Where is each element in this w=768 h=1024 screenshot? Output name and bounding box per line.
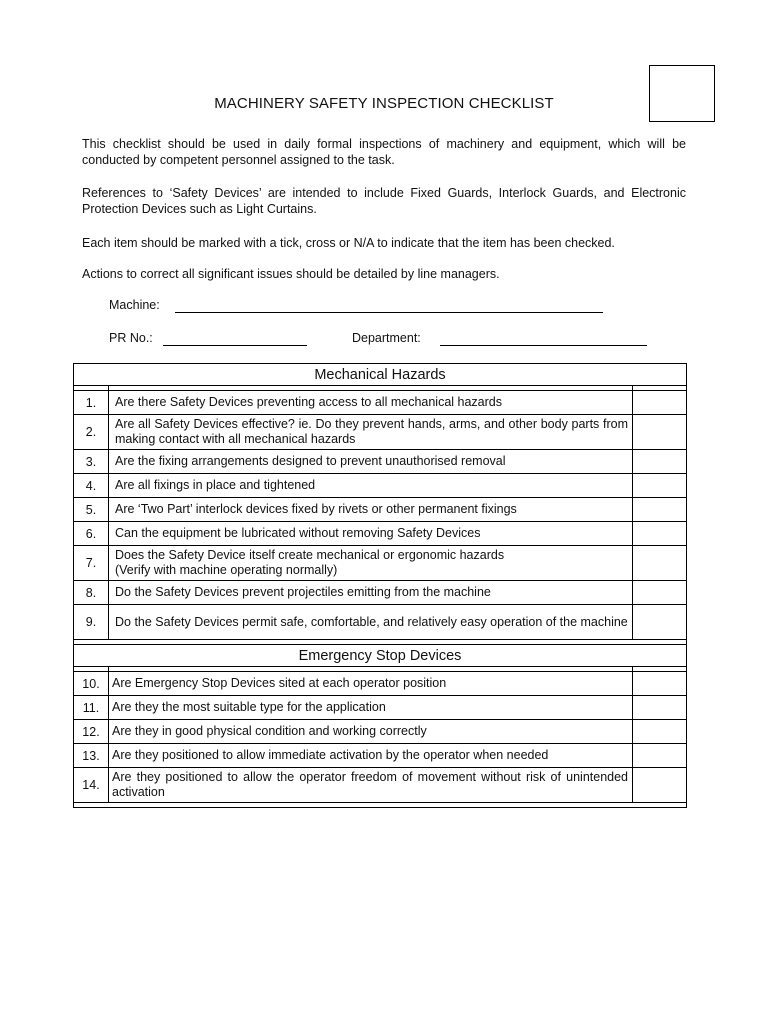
item-number: 1. <box>74 391 109 415</box>
item-question: Are they in good physical condition and working correctly <box>109 720 633 744</box>
item-question: Are all fixings in place and tightened <box>109 474 633 498</box>
table-row <box>74 415 687 450</box>
item-question: Are all Safety Devices effective? ie. Do they prevent hands, arms, and other body parts from making contact with all mechanical hazards <box>109 415 633 450</box>
section-title-emergency-stop-devices: Emergency Stop Devices <box>74 645 687 667</box>
check-cell[interactable] <box>633 498 687 522</box>
check-cell[interactable] <box>633 450 687 474</box>
item-number: 7. <box>74 546 109 581</box>
check-cell[interactable] <box>633 744 687 768</box>
section-header <box>74 645 687 667</box>
check-cell[interactable] <box>633 605 687 640</box>
section-header <box>74 364 687 386</box>
stamp-box <box>649 65 715 122</box>
pr-no-field[interactable] <box>163 345 307 346</box>
item-number: 11. <box>74 696 109 720</box>
table-row <box>74 605 687 640</box>
department-field[interactable] <box>440 345 647 346</box>
check-cell[interactable] <box>633 474 687 498</box>
check-cell[interactable] <box>633 696 687 720</box>
check-cell[interactable] <box>633 581 687 605</box>
item-number: 3. <box>74 450 109 474</box>
table-row <box>74 581 687 605</box>
item-question <box>109 546 633 581</box>
table-row <box>74 720 687 744</box>
item-question: Are the fixing arrangements designed to prevent unauthorised removal <box>109 450 633 474</box>
item-question: Are they the most suitable type for the application <box>109 696 633 720</box>
check-cell[interactable] <box>633 415 687 450</box>
item-number: 12. <box>74 720 109 744</box>
machine-label: Machine: <box>109 298 160 312</box>
table-row <box>74 672 687 696</box>
table-end-spacer <box>74 803 687 808</box>
checklist-table <box>73 363 687 808</box>
spacer-cell <box>74 803 687 808</box>
intro-paragraph-4: Actions to correct all significant issues should be detailed by line managers. <box>82 267 500 281</box>
item-question-line-2: (Verify with machine operating normally) <box>115 563 338 577</box>
table-row <box>74 546 687 581</box>
table-row <box>74 450 687 474</box>
table-row <box>74 768 687 803</box>
pr-no-label: PR No.: <box>109 331 153 345</box>
item-number: 6. <box>74 522 109 546</box>
table-row <box>74 522 687 546</box>
table-row <box>74 474 687 498</box>
document-title: MACHINERY SAFETY INSPECTION CHECKLIST <box>214 95 554 112</box>
item-question: Are ‘Two Part’ interlock devices fixed by rivets or other permanent fixings <box>109 498 633 522</box>
check-cell[interactable] <box>633 391 687 415</box>
item-number: 8. <box>74 581 109 605</box>
check-cell[interactable] <box>633 720 687 744</box>
machine-field[interactable] <box>175 312 603 313</box>
item-question-line-1: Does the Safety Device itself create mechanical or ergonomic hazards <box>115 548 505 562</box>
item-question: Are they positioned to allow the operator freedom of movement without risk of unintended activation <box>109 768 633 803</box>
item-question: Are they positioned to allow immediate activation by the operator when needed <box>109 744 633 768</box>
item-question: Can the equipment be lubricated without removing Safety Devices <box>109 522 633 546</box>
item-number: 4. <box>74 474 109 498</box>
check-cell[interactable] <box>633 768 687 803</box>
section-title-mechanical-hazards: Mechanical Hazards <box>74 364 687 386</box>
intro-paragraph-3: Each item should be marked with a tick, cross or N/A to indicate that the item has been checked. <box>82 236 615 250</box>
table-row <box>74 498 687 522</box>
item-question: Are Emergency Stop Devices sited at each operator position <box>109 672 633 696</box>
table-row <box>74 696 687 720</box>
table-row <box>74 391 687 415</box>
item-number: 13. <box>74 744 109 768</box>
item-question: Do the Safety Devices prevent projectiles emitting from the machine <box>109 581 633 605</box>
check-cell[interactable] <box>633 522 687 546</box>
check-cell[interactable] <box>633 672 687 696</box>
item-number: 14. <box>74 768 109 803</box>
item-number: 10. <box>74 672 109 696</box>
item-number: 9. <box>74 605 109 640</box>
table-row <box>74 744 687 768</box>
intro-paragraph-2: References to ‘Safety Devices’ are intended to include Fixed Guards, Interlock Guards, and Electronic Protection Devices such as Light Curtains. <box>82 186 686 216</box>
item-number: 5. <box>74 498 109 522</box>
item-question: Do the Safety Devices permit safe, comfortable, and relatively easy operation of the machine <box>109 605 633 640</box>
department-label: Department: <box>352 331 421 345</box>
item-question: Are there Safety Devices preventing access to all mechanical hazards <box>109 391 633 415</box>
check-cell[interactable] <box>633 546 687 581</box>
item-number: 2. <box>74 415 109 450</box>
intro-paragraph-1: This checklist should be used in daily formal inspections of machinery and equipment, which will be conducted by competent personnel assigned to the task. <box>82 137 686 167</box>
